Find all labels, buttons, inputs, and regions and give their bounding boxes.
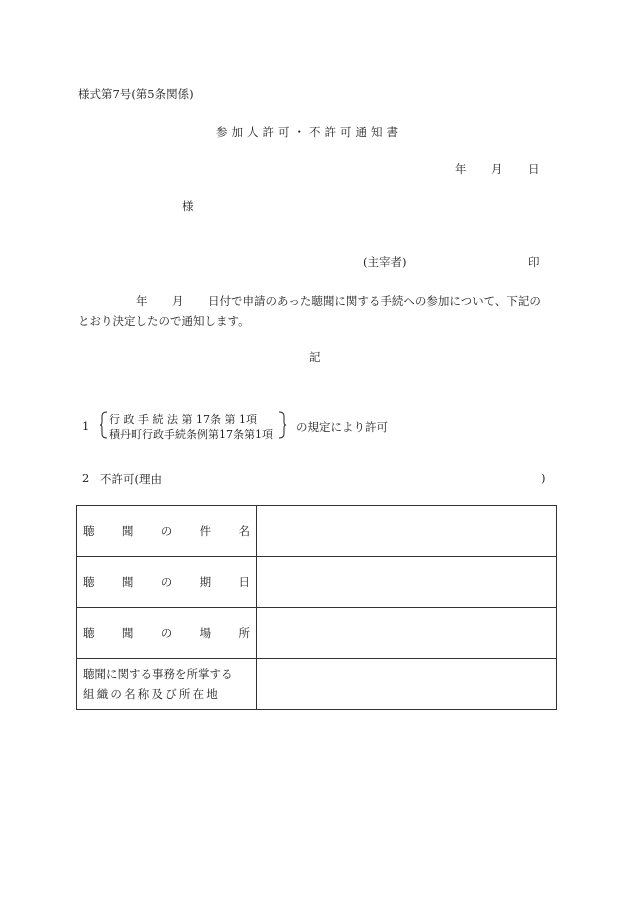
- addressee-suffix: 様: [182, 199, 194, 213]
- hearing-office-label-line2: 組織の名称及び所在地: [83, 687, 220, 701]
- label-char: 期: [199, 575, 212, 589]
- ki-heading: 記: [309, 350, 321, 364]
- hearing-subject-label: [77, 506, 257, 557]
- seal-mark: 印: [528, 255, 540, 269]
- date-month: 月: [491, 162, 503, 176]
- label-char: 場: [199, 626, 212, 640]
- label-char: 聞: [121, 524, 134, 538]
- hearing-office-label: [77, 659, 257, 710]
- item-1-law: 行 政 手 続 法 第 17条 第 1項: [109, 413, 257, 426]
- hearing-subject-value[interactable]: [257, 506, 557, 557]
- item-1-suffix: の規定により許可: [296, 420, 388, 434]
- document-title: 参加人許可・不許可通知書: [216, 125, 402, 139]
- label-char: 聞: [121, 626, 134, 640]
- date-year: 年: [455, 162, 467, 176]
- form-number: 様式第7号(第5条関係): [78, 87, 194, 101]
- table-row: [77, 506, 557, 557]
- hearing-office-label-line1: 聴聞に関する事務を所掌する: [83, 667, 233, 681]
- label-char: 聞: [121, 575, 134, 589]
- body-month: 月: [172, 294, 184, 308]
- left-bracket-icon: [100, 411, 108, 439]
- label-char: 聴: [83, 524, 95, 538]
- organizer-label: (主宰者): [363, 255, 407, 269]
- right-bracket-icon: [278, 411, 286, 439]
- hearing-place-value[interactable]: [257, 608, 557, 659]
- label-char: の: [160, 575, 173, 589]
- table-row: [77, 557, 557, 608]
- label-char: 件: [199, 524, 212, 538]
- label-char: 聴: [83, 575, 95, 589]
- item-2-close: ): [541, 471, 546, 485]
- hearing-office-value[interactable]: [257, 659, 557, 710]
- label-char: 日: [238, 575, 250, 589]
- item-2-text: 不許可(理由: [100, 472, 162, 486]
- label-char: 聴: [83, 626, 95, 640]
- body-line1: 日付で申請のあった聴聞に関する手続への参加について、下記の: [208, 294, 541, 308]
- hearing-date-label: [77, 557, 257, 608]
- label-char: の: [160, 524, 173, 538]
- date-day: 日: [528, 162, 540, 176]
- item-2-number: 2: [82, 471, 90, 485]
- table-row: [77, 659, 557, 710]
- item-1-ordinance: 積丹町行政手続条例第17条第1項: [109, 428, 273, 441]
- label-char: 所: [238, 626, 250, 640]
- item-1-brace-group: [100, 411, 286, 439]
- hearing-info-table: [76, 505, 557, 710]
- body-line2: とおり決定したので通知します。: [78, 314, 250, 328]
- table-row: [77, 608, 557, 659]
- label-char: の: [160, 626, 173, 640]
- hearing-date-value[interactable]: [257, 557, 557, 608]
- item-1-number: 1: [82, 419, 90, 433]
- hearing-place-label: [77, 608, 257, 659]
- body-year: 年: [136, 294, 148, 308]
- label-char: 名: [238, 524, 250, 538]
